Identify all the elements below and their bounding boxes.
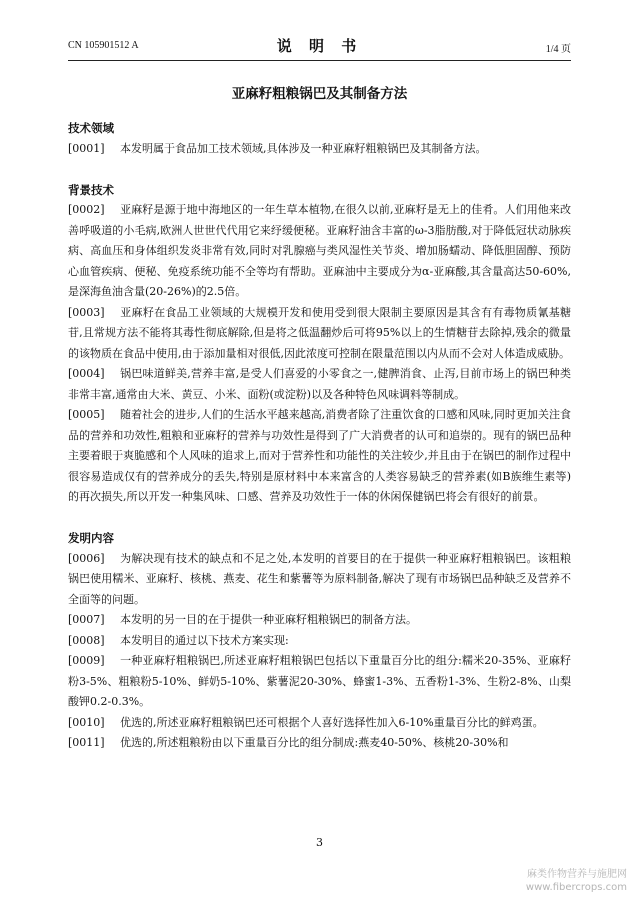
paragraph-text: 亚麻籽在食品工业领域的大规模开发和使用受到很大限制主要原因是其含有有毒物质氰基糖苷,且常规方法不能将其毒性彻底解除,但是将之低温翻炒后可将95%以上的生情糖苷去除掉,残余的微量的该物质在食品中使用,由于添加量相对很低,因此浓度可控制在限量范围以内从而不会对人体造成威胁。 [68,305,571,360]
section-heading: 技术领域 [68,121,114,135]
section-heading: 背景技术 [68,182,114,197]
paragraph-number: [0008] [68,633,105,647]
paragraph [68,651,571,713]
document-body [68,118,571,754]
paragraph-number: [0007] [68,613,105,626]
paragraph-number: [0002] [68,203,105,216]
paragraph [68,733,571,754]
paragraph [68,549,571,611]
paragraph-text: 本发明属于食品加工技术领域,具体涉及一种亚麻籽粗粮锅巴及其制备方法。 [120,141,487,155]
paragraph-number: [0004] [68,367,105,380]
site-watermark [526,868,627,894]
paragraph-number: [0010] [68,715,105,729]
paragraph [68,364,571,405]
paragraph-number: [0005] [68,408,105,421]
section-heading: 发明内容 [68,531,114,545]
paragraph-text: 亚麻籽是源于地中海地区的一年生草本植物,在很久以前,亚麻籽是无上的佳肴。人们用他来改善呼吸道的小毛病,欧洲人世世代代用它来纾缓便秘。亚麻籽油含丰富的ω-3脂肪酸,对于降低冠状动脉疾病、高血压和身体组织发炎非常有效,同时对乳腺癌与类风湿性关节炎、增加肠蠕动、降低胆固醇、预防心血管疾病、便秘、免疫系统功能不全等均有帮助。亚麻油中主要成分为α-亚麻酸,其含量高达50-60%,是深海鱼油含量(20-26%)的2.5倍。 [68,203,571,298]
paragraph-number: [0011] [68,736,105,749]
document-type: 说 明 书 [276,37,363,55]
paragraph [68,631,571,652]
paragraph-text: 本发明的另一目的在于提供一种亚麻籽粗粮锅巴的制备方法。 [120,613,417,626]
page-indicator: 1/4 页 [545,44,571,55]
paragraph [68,303,571,365]
paragraph [68,139,571,160]
paragraph-number: [0009] [68,654,105,667]
paragraph-number: [0006] [68,551,105,565]
paragraph [68,713,571,734]
paragraph-number: [0001] [68,141,105,155]
paragraph-text: 为解决现有技术的缺点和不足之处,本发明的首要目的在于提供一种亚麻籽粗粮锅巴。该粗粮锅巴使用糯米、亚麻籽、核桃、燕麦、花生和紫薯等为原料制备,解决了现有市场锅巴品种缺乏及营养不全面等的问题。 [68,551,571,606]
paragraph [68,405,571,508]
paragraph-number: [0003] [68,305,105,319]
paragraph-text: 优选的,所述粗粮粉由以下重量百分比的组分制成:燕麦40-50%、核桃20-30%和 [120,736,509,749]
paragraph-text: 一种亚麻籽粗粮锅巴,所述亚麻籽粗粮锅巴包括以下重量百分比的组分:糯米20-35%、亚麻籽粉3-5%、粗粮粉5-10%、鲜奶5-10%、紫薯泥20-30%、蜂蜜1-3%、五香粉1-3%、生粉2-8%、山梨酸钾0.2-0.3%。 [68,654,571,708]
watermark-site-name: 麻类作物营养与施肥网 [527,869,627,880]
paragraph-text: 优选的,所述亚麻籽粗粮锅巴还可根据个人喜好选择性加入6-10%重量百分比的鲜鸡蛋。 [120,715,544,729]
paragraph [68,610,571,631]
paragraph-text: 随着社会的进步,人们的生活水平越来越高,消费者除了注重饮食的口感和风味,同时更加关注食品的营养和功效性,粗粮和亚麻籽的营养与功效性是得到了广大消费者的认可和追崇的。现有的锅巴品种主要着眼于爽脆感和个人风味的追求上,而对于营养性和功能性的关注较少,并且由于在锅巴的制作过程中很容易造成仅有的营养成分的丢失,特别是原材料中本来富含的人类容易缺乏的营养素(如B族维生素等)的再次损失,所以开发一种集风味、口感、营养及功效性于一体的休闲保健锅巴将会有很好的前景。 [68,408,571,503]
paragraph-text: 锅巴味道鲜美,营养丰富,是受人们喜爱的小零食之一,健脾消食、止泻,目前市场上的锅巴种类非常丰富,通常由大米、黄豆、小米、面粉(或淀粉)以及各种特色风味调料等制成。 [68,367,571,401]
page-number: 3 [316,836,323,849]
page-header [68,35,571,55]
document-id: CN 105901512 A [68,40,139,51]
header-divider [68,60,571,61]
paragraph-text: 本发明目的通过以下技术方案实现: [120,633,289,647]
watermark-url: www.fibercrops.com [525,882,627,893]
document-title: 亚麻籽粗粮锅巴及其制备方法 [231,86,408,102]
paragraph [68,200,571,303]
